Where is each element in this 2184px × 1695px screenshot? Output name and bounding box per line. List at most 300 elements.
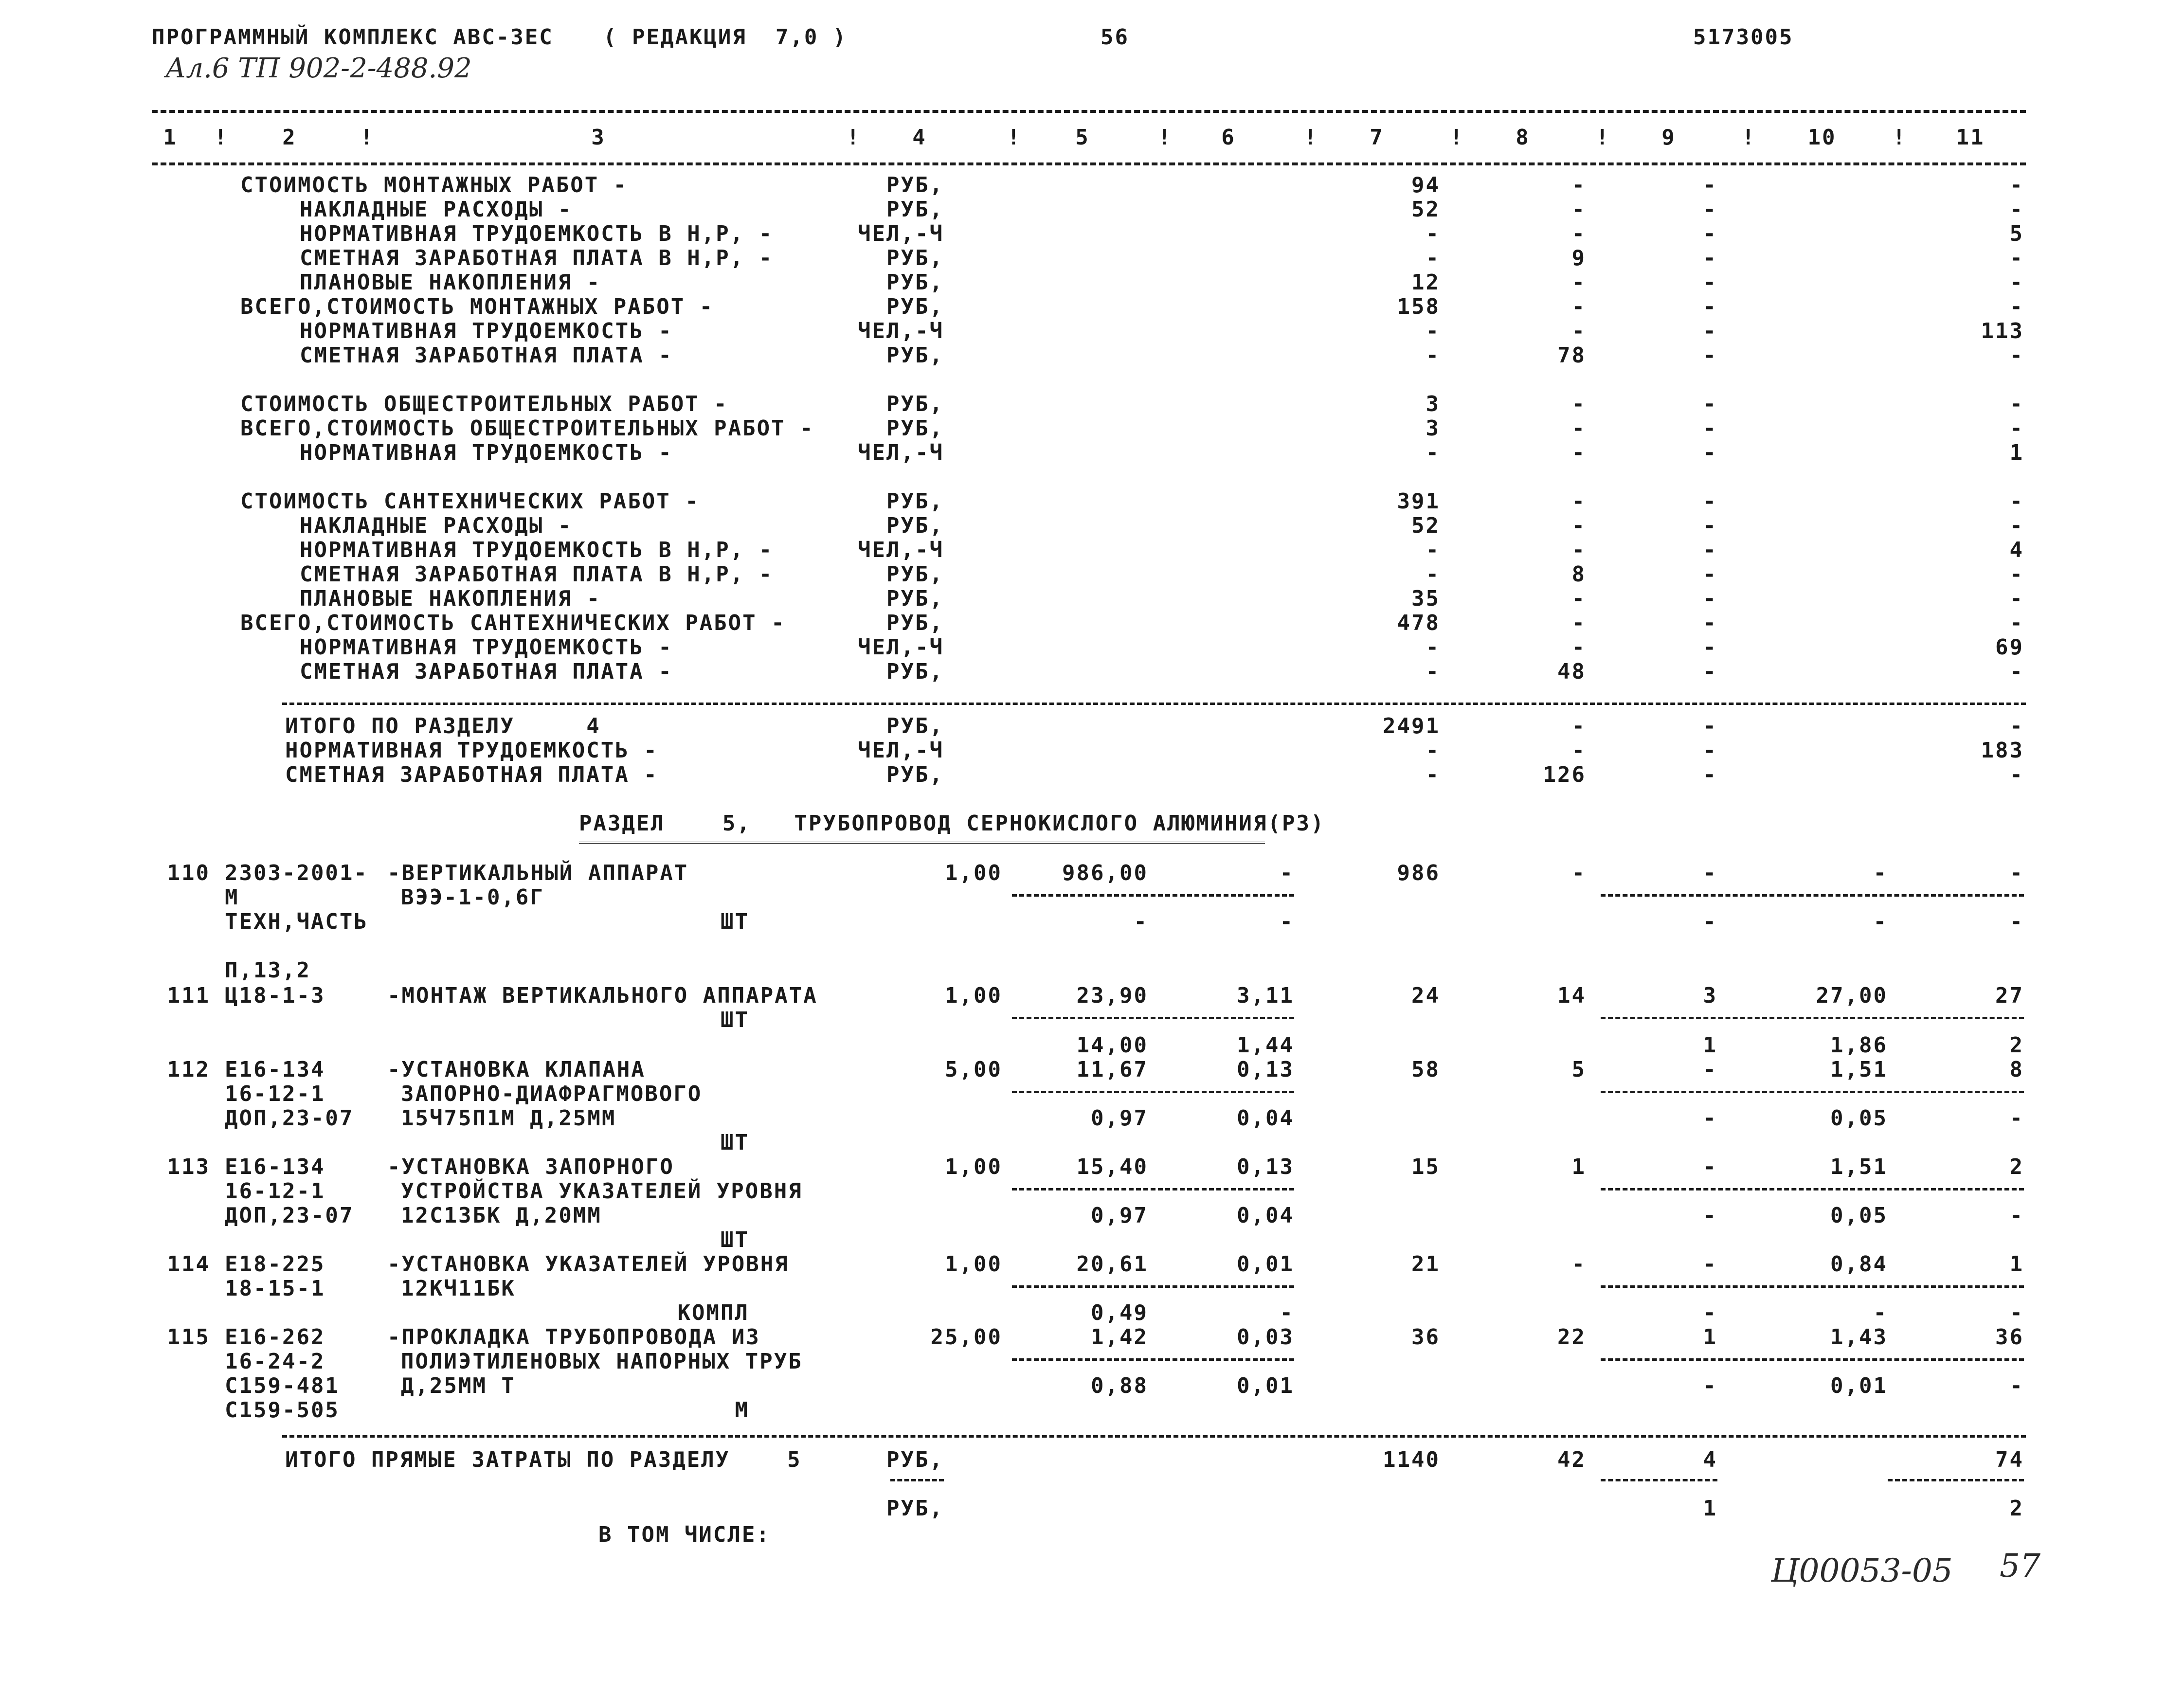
- section5-total-rule: [282, 1435, 2026, 1438]
- item-sub-rule: [1601, 1017, 2024, 1019]
- summary-label: СТОИМОСТЬ ОБЩЕСТРОИТЕЛЬНЫХ РАБОТ -: [240, 392, 728, 416]
- section4-total-rule: [282, 703, 2026, 705]
- item-sub-rule: [1601, 1358, 2024, 1361]
- item-col8: -: [1571, 1252, 1586, 1277]
- item-col10-sub: 0,05: [1830, 1106, 1888, 1131]
- summary-col8: -: [1571, 392, 1586, 416]
- item-number: 115: [167, 1325, 210, 1350]
- column-number: 9: [1661, 125, 1676, 150]
- item-col6-sub: 0,01: [1237, 1373, 1294, 1398]
- summary-col7: 52: [1411, 197, 1440, 222]
- summary-col9: -: [1703, 270, 1717, 295]
- summary-label: ВСЕГО,СТОИМОСТЬ САНТЕХНИЧЕСКИХ РАБОТ -: [240, 611, 786, 635]
- summary-col9: -: [1703, 246, 1717, 270]
- summary-unit: РУБ,: [886, 586, 944, 611]
- summary-col7: -: [1426, 440, 1440, 465]
- item-col5: 20,61: [1076, 1252, 1148, 1277]
- item-name: -УСТАНОВКА КЛАПАНА: [387, 1057, 646, 1082]
- item-col10-sub: 0,01: [1830, 1373, 1888, 1398]
- item-sub-rule: [1012, 1358, 1294, 1361]
- summary-unit: РУБ,: [886, 416, 944, 441]
- summary-col8: -: [1571, 586, 1586, 611]
- summary-col11: -: [2009, 343, 2024, 368]
- summary-col7: -: [1426, 538, 1440, 562]
- item-number: 111: [167, 983, 210, 1008]
- summary-col7: 52: [1411, 513, 1440, 538]
- item-code: С159-505: [225, 1398, 340, 1423]
- item-name: 15Ч75П1М Д,25ММ: [401, 1106, 616, 1131]
- summary-col7: -: [1426, 635, 1440, 660]
- summary-col9: -: [1703, 513, 1717, 538]
- item-col7: 24: [1411, 983, 1440, 1008]
- summary-col8: 48: [1557, 659, 1586, 684]
- column-number: 5: [1075, 125, 1090, 150]
- summary-unit: ЧЕЛ,-Ч: [858, 440, 944, 465]
- summary-col9: -: [1703, 659, 1717, 684]
- item-unit: ШТ: [721, 1130, 749, 1155]
- item-number: 112: [167, 1057, 210, 1082]
- item-col8: 5: [1571, 1057, 1586, 1082]
- summary-col8: -: [1571, 513, 1586, 538]
- summary-col11: 5: [2009, 221, 2024, 246]
- section5-total-col9: 4: [1703, 1447, 1717, 1472]
- summary-col11: 4: [2009, 538, 2024, 562]
- item-qty: 5,00: [945, 1057, 1002, 1082]
- item-col6: 0,03: [1237, 1325, 1294, 1350]
- column-number: 10: [1807, 125, 1837, 150]
- item-col10: 1,51: [1830, 1154, 1888, 1179]
- total-unit: ЧЕЛ,-Ч: [858, 738, 944, 763]
- item-col6-sub: 1,44: [1237, 1033, 1294, 1058]
- item-name: -ПРОКЛАДКА ТРУБОПРОВОДА ИЗ: [387, 1325, 760, 1350]
- column-separator: !: [1596, 125, 1610, 150]
- item-col8: 22: [1557, 1325, 1586, 1350]
- item-name: Д,25ММ Т: [401, 1373, 516, 1398]
- item-name: -МОНТАЖ ВЕРТИКАЛЬНОГО АППАРАТА: [387, 983, 818, 1008]
- column-number: 8: [1516, 125, 1530, 150]
- column-number: 7: [1370, 125, 1384, 150]
- summary-unit: РУБ,: [886, 343, 944, 368]
- item-col6: 0,13: [1237, 1057, 1294, 1082]
- summary-col8: 9: [1571, 246, 1586, 270]
- summary-label: СМЕТНАЯ ЗАРАБОТНАЯ ПЛАТА В Н,Р, -: [300, 246, 774, 270]
- section5-total-label: ИТОГО ПРЯМЫЕ ЗАТРАТЫ ПО РАЗДЕЛУ 5: [285, 1447, 802, 1472]
- item-qty: 1,00: [945, 1154, 1002, 1179]
- item-unit: ШТ: [721, 909, 749, 934]
- item-col5: 986,00: [1062, 861, 1148, 885]
- item-sub-rule: [1601, 1285, 2024, 1288]
- item-name: ЗАПОРНО-ДИАФРАГМОВОГО: [401, 1082, 703, 1106]
- item-qty: 1,00: [945, 983, 1002, 1008]
- item-sub-rule: [1601, 1188, 2024, 1190]
- item-col6-sub: -: [1280, 1300, 1294, 1325]
- summary-label: НОРМАТИВНАЯ ТРУДОЕМКОСТЬ -: [300, 440, 673, 465]
- item-col6: 0,01: [1237, 1252, 1294, 1277]
- section5-total-col9-sub: 1: [1703, 1496, 1717, 1521]
- item-col5-sub: 0,97: [1091, 1203, 1148, 1228]
- summary-col9: -: [1703, 197, 1717, 222]
- column-number: 4: [912, 125, 927, 150]
- summary-col11: -: [2009, 197, 2024, 222]
- summary-unit: РУБ,: [886, 197, 944, 222]
- summary-col9: -: [1703, 586, 1717, 611]
- summary-col8: -: [1571, 635, 1586, 660]
- summary-unit: РУБ,: [886, 392, 944, 416]
- item-name: ПОЛИЭТИЛЕНОВЫХ НАПОРНЫХ ТРУБ: [401, 1349, 803, 1374]
- summary-col7: -: [1426, 659, 1440, 684]
- item-col6: -: [1280, 861, 1294, 885]
- summary-col9: -: [1703, 611, 1717, 635]
- item-code: С159-481: [225, 1373, 340, 1398]
- column-number: 6: [1221, 125, 1236, 150]
- summary-col8: 8: [1571, 562, 1586, 587]
- item-col8: -: [1571, 861, 1586, 885]
- item-col11-sub: 2: [2009, 1033, 2024, 1058]
- summary-col7: 12: [1411, 270, 1440, 295]
- item-col7: 36: [1411, 1325, 1440, 1350]
- summary-col9: -: [1703, 440, 1717, 465]
- item-code: 16-12-1: [225, 1179, 325, 1204]
- column-separator: !: [847, 125, 861, 150]
- summary-col9: -: [1703, 416, 1717, 441]
- summary-label: СТОИМОСТЬ МОНТАЖНЫХ РАБОТ -: [240, 173, 628, 198]
- item-col7: 21: [1411, 1252, 1440, 1277]
- column-number: 3: [591, 125, 606, 150]
- total-col9: -: [1703, 714, 1717, 739]
- item-unit: КОМПЛ: [677, 1300, 749, 1325]
- item-col11-sub: -: [2009, 1300, 2024, 1325]
- item-col7: 986: [1397, 861, 1440, 885]
- item-col11-sub: -: [2009, 1203, 2024, 1228]
- summary-col8: -: [1571, 270, 1586, 295]
- summary-col7: 3: [1426, 392, 1440, 416]
- item-code: Ц18-1-3: [225, 983, 325, 1008]
- summary-col8: -: [1571, 416, 1586, 441]
- item-sub-rule: [1012, 1091, 1294, 1093]
- summary-col11: -: [2009, 270, 2024, 295]
- summary-label: НАКЛАДНЫЕ РАСХОДЫ -: [300, 197, 573, 222]
- item-name: -УСТАНОВКА УКАЗАТЕЛЕЙ УРОВНЯ: [387, 1252, 789, 1277]
- item-col11: 2: [2009, 1154, 2024, 1179]
- total-col8: -: [1571, 738, 1586, 763]
- summary-label: СТОИМОСТЬ САНТЕХНИЧЕСКИХ РАБОТ -: [240, 489, 700, 514]
- item-col9: -: [1703, 1252, 1717, 1277]
- header-top-rule: [152, 110, 2026, 113]
- item-col9-sub: -: [1703, 909, 1717, 934]
- section5-total-sub-rule: [1601, 1479, 1717, 1481]
- summary-col11: 69: [1995, 635, 2024, 660]
- item-sub-rule: [1012, 894, 1294, 897]
- item-col9-sub: 1: [1703, 1033, 1717, 1058]
- summary-unit: РУБ,: [886, 270, 944, 295]
- summary-col11: -: [2009, 392, 2024, 416]
- item-code: М: [225, 885, 239, 910]
- summary-col9: -: [1703, 562, 1717, 587]
- summary-col8: -: [1571, 221, 1586, 246]
- summary-col11: -: [2009, 489, 2024, 514]
- item-col6: 0,13: [1237, 1154, 1294, 1179]
- summary-col11: -: [2009, 659, 2024, 684]
- summary-col11: -: [2009, 611, 2024, 635]
- item-col6: 3,11: [1237, 983, 1294, 1008]
- item-code: Е16-134: [225, 1154, 325, 1179]
- summary-col7: 478: [1397, 611, 1440, 635]
- item-col9-sub: -: [1703, 1106, 1717, 1131]
- summary-col8: -: [1571, 440, 1586, 465]
- summary-col7: 158: [1397, 294, 1440, 319]
- summary-col9: -: [1703, 392, 1717, 416]
- total-col9: -: [1703, 762, 1717, 787]
- total-col7: -: [1426, 762, 1440, 787]
- item-col10: 0,84: [1830, 1252, 1888, 1277]
- summary-col8: -: [1571, 173, 1586, 198]
- item-number: 114: [167, 1252, 210, 1277]
- item-col9: 3: [1703, 983, 1717, 1008]
- summary-label: НОРМАТИВНАЯ ТРУДОЕМКОСТЬ -: [300, 635, 673, 660]
- total-col7: 2491: [1383, 714, 1440, 739]
- item-col11-sub: -: [2009, 1373, 2024, 1398]
- summary-unit: ЧЕЛ,-Ч: [858, 319, 944, 343]
- section5-total-col8: 42: [1557, 1447, 1586, 1472]
- summary-unit: РУБ,: [886, 173, 944, 198]
- item-col11: 8: [2009, 1057, 2024, 1082]
- total-label: НОРМАТИВНАЯ ТРУДОЕМКОСТЬ -: [285, 738, 658, 763]
- total-label: ИТОГО ПО РАЗДЕЛУ 4: [285, 714, 601, 739]
- item-col9-sub: -: [1703, 1203, 1717, 1228]
- summary-unit: РУБ,: [886, 246, 944, 270]
- section5-including-label: В ТОМ ЧИСЛЕ:: [598, 1522, 771, 1547]
- total-col11: -: [2009, 762, 2024, 787]
- summary-col8: -: [1571, 611, 1586, 635]
- section5-total-col11-sub: 2: [2009, 1496, 2024, 1521]
- column-separator: !: [1007, 125, 1022, 150]
- item-col6-sub: 0,04: [1237, 1106, 1294, 1131]
- item-sub-rule: [1012, 1285, 1294, 1288]
- item-code: 16-24-2: [225, 1349, 325, 1374]
- summary-col11: -: [2009, 513, 2024, 538]
- total-unit: РУБ,: [886, 714, 944, 739]
- summary-col7: 94: [1411, 173, 1440, 198]
- summary-label: НОРМАТИВНАЯ ТРУДОЕМКОСТЬ В Н,Р, -: [300, 221, 774, 246]
- item-sub-rule: [1601, 1091, 2024, 1093]
- item-code: ДОП,23-07: [225, 1106, 354, 1131]
- column-number: 2: [282, 125, 297, 150]
- total-col11: 183: [1981, 738, 2024, 763]
- summary-unit: РУБ,: [886, 489, 944, 514]
- summary-label: НАКЛАДНЫЕ РАСХОДЫ -: [300, 513, 573, 538]
- summary-col9: -: [1703, 343, 1717, 368]
- summary-col7: -: [1426, 246, 1440, 270]
- program-name: ПРОГРАММНЫЙ КОМПЛЕКС АВС-ЗЕС: [152, 25, 554, 50]
- section5-total-unit: РУБ,: [886, 1447, 944, 1472]
- column-separator: !: [1742, 125, 1756, 150]
- section5-title-underline: [579, 842, 1265, 847]
- item-col8: 1: [1571, 1154, 1586, 1179]
- item-col5-sub: 0,88: [1091, 1373, 1148, 1398]
- item-sub-rule: [1601, 894, 2024, 897]
- item-col10: 27,00: [1816, 983, 1888, 1008]
- program-edition: ( РЕДАКЦИЯ 7,0 ): [603, 25, 848, 50]
- summary-col8: -: [1571, 538, 1586, 562]
- summary-col9: -: [1703, 173, 1717, 198]
- summary-col9: -: [1703, 294, 1717, 319]
- summary-unit: РУБ,: [886, 562, 944, 587]
- item-col10: -: [1873, 861, 1888, 885]
- item-col10-sub: 1,86: [1830, 1033, 1888, 1058]
- summary-unit: РУБ,: [886, 294, 944, 319]
- total-col9: -: [1703, 738, 1717, 763]
- summary-unit: РУБ,: [886, 513, 944, 538]
- summary-label: НОРМАТИВНАЯ ТРУДОЕМКОСТЬ -: [300, 319, 673, 343]
- item-code: 18-15-1: [225, 1276, 325, 1301]
- summary-label: СМЕТНАЯ ЗАРАБОТНАЯ ПЛАТА В Н,Р, -: [300, 562, 774, 587]
- item-col10-sub: 0,05: [1830, 1203, 1888, 1228]
- item-unit: ШТ: [721, 1227, 749, 1252]
- item-qty: 1,00: [945, 1252, 1002, 1277]
- item-col9: -: [1703, 1154, 1717, 1179]
- item-col7: 58: [1411, 1057, 1440, 1082]
- column-separator: !: [214, 125, 229, 150]
- section5-total-col7: 1140: [1383, 1447, 1440, 1472]
- item-col9: 1: [1703, 1325, 1717, 1350]
- summary-col11: -: [2009, 246, 2024, 270]
- summary-col7: 3: [1426, 416, 1440, 441]
- item-col5-sub: -: [1134, 909, 1148, 934]
- item-col11-sub: -: [2009, 909, 2024, 934]
- item-col10: 1,51: [1830, 1057, 1888, 1082]
- item-col11: 36: [1995, 1325, 2024, 1350]
- document-code: 5173005: [1693, 25, 1794, 50]
- summary-label: ВСЕГО,СТОИМОСТЬ МОНТАЖНЫХ РАБОТ -: [240, 294, 714, 319]
- page-number: 56: [1101, 25, 1129, 50]
- summary-label: СМЕТНАЯ ЗАРАБОТНАЯ ПЛАТА -: [300, 659, 673, 684]
- item-code: 16-12-1: [225, 1082, 325, 1106]
- item-code: Е16-262: [225, 1325, 325, 1350]
- item-col10: 1,43: [1830, 1325, 1888, 1350]
- item-col9: -: [1703, 1057, 1717, 1082]
- column-separator: !: [1450, 125, 1464, 150]
- item-col7: 15: [1411, 1154, 1440, 1179]
- item-col10-sub: -: [1873, 909, 1888, 934]
- item-number: 113: [167, 1154, 210, 1179]
- item-name: УСТРОЙСТВА УКАЗАТЕЛЕЙ УРОВНЯ: [401, 1179, 803, 1204]
- summary-col9: -: [1703, 221, 1717, 246]
- item-name: 12С13БК Д,20ММ: [401, 1203, 602, 1228]
- summary-col8: -: [1571, 319, 1586, 343]
- item-code: 2303-2001-: [225, 861, 368, 885]
- item-col5: 11,67: [1076, 1057, 1148, 1082]
- item-col6-sub: -: [1280, 909, 1294, 934]
- item-col5: 23,90: [1076, 983, 1148, 1008]
- summary-col11: -: [2009, 173, 2024, 198]
- item-sub-rule: [1012, 1017, 1294, 1019]
- summary-label: СМЕТНАЯ ЗАРАБОТНАЯ ПЛАТА -: [300, 343, 673, 368]
- item-name: -ВЕРТИКАЛЬНЫЙ АППАРАТ: [387, 861, 689, 885]
- item-code: ДОП,23-07: [225, 1203, 354, 1228]
- column-separator: !: [360, 125, 375, 150]
- item-col11-sub: -: [2009, 1106, 2024, 1131]
- column-number: 11: [1956, 125, 1985, 150]
- item-col6-sub: 0,04: [1237, 1203, 1294, 1228]
- item-col9: -: [1703, 861, 1717, 885]
- item-number: 110: [167, 861, 210, 885]
- total-col7: -: [1426, 738, 1440, 763]
- item-col11: 1: [2009, 1252, 2024, 1277]
- item-sub-rule: [1012, 1188, 1294, 1190]
- summary-unit: РУБ,: [886, 611, 944, 635]
- header-bottom-rule: [152, 162, 2026, 165]
- summary-col7: -: [1426, 221, 1440, 246]
- summary-unit: РУБ,: [886, 659, 944, 684]
- item-col5-sub: 14,00: [1076, 1033, 1148, 1058]
- item-qty: 25,00: [930, 1325, 1002, 1350]
- total-col8: 126: [1543, 762, 1586, 787]
- item-name: -УСТАНОВКА ЗАПОРНОГО: [387, 1154, 674, 1179]
- summary-col7: -: [1426, 343, 1440, 368]
- section5-total-sub-rule: [1888, 1479, 2024, 1481]
- item-col9-sub: -: [1703, 1300, 1717, 1325]
- summary-col7: -: [1426, 562, 1440, 587]
- album-handwritten: Ал.6 ТП 902-2-488.92: [165, 53, 472, 84]
- summary-col11: -: [2009, 416, 2024, 441]
- item-unit: М: [735, 1398, 749, 1423]
- item-name: ВЭЭ-1-0,6Г: [401, 885, 544, 910]
- total-col11: -: [2009, 714, 2024, 739]
- item-col5-sub: 0,49: [1091, 1300, 1148, 1325]
- summary-col8: -: [1571, 197, 1586, 222]
- summary-col11: 1: [2009, 440, 2024, 465]
- summary-label: ПЛАНОВЫЕ НАКОПЛЕНИЯ -: [300, 586, 601, 611]
- summary-col8: 78: [1557, 343, 1586, 368]
- item-col11: -: [2009, 861, 2024, 885]
- total-unit: РУБ,: [886, 762, 944, 787]
- total-col8: -: [1571, 714, 1586, 739]
- item-col10-sub: -: [1873, 1300, 1888, 1325]
- summary-col8: -: [1571, 294, 1586, 319]
- section5-title: РАЗДЕЛ 5, ТРУБОПРОВОД СЕРНОКИСЛОГО АЛЮМИНИЯ(РЗ): [579, 811, 1325, 836]
- summary-col7: 35: [1411, 586, 1440, 611]
- summary-col9: -: [1703, 538, 1717, 562]
- item-name: 12КЧ11БК: [401, 1276, 516, 1301]
- summary-unit: ЧЕЛ,-Ч: [858, 538, 944, 562]
- section5-total-unit2: РУБ,: [886, 1496, 944, 1521]
- column-number: 1: [163, 125, 178, 150]
- stamp-number: Ц00053-05: [1771, 1552, 1953, 1589]
- summary-col9: -: [1703, 635, 1717, 660]
- summary-label: ПЛАНОВЫЕ НАКОПЛЕНИЯ -: [300, 270, 601, 295]
- summary-col9: -: [1703, 489, 1717, 514]
- item-qty: 1,00: [945, 861, 1002, 885]
- item-col5: 1,42: [1091, 1325, 1148, 1350]
- summary-unit: ЧЕЛ,-Ч: [858, 635, 944, 660]
- item-col5-sub: 0,97: [1091, 1106, 1148, 1131]
- summary-col11: -: [2009, 586, 2024, 611]
- sheet-number: 57: [2000, 1547, 2040, 1585]
- item-col9-sub: -: [1703, 1373, 1717, 1398]
- item-unit: ШТ: [721, 1008, 749, 1032]
- summary-label: ВСЕГО,СТОИМОСТЬ ОБЩЕСТРОИТЕЛЬНЫХ РАБОТ -: [240, 416, 814, 441]
- summary-col8: -: [1571, 489, 1586, 514]
- summary-col11: 113: [1981, 319, 2024, 343]
- section5-total-col11: 74: [1995, 1447, 2024, 1472]
- column-separator: !: [1893, 125, 1907, 150]
- item-code: Е18-225: [225, 1252, 325, 1277]
- column-separator: !: [1158, 125, 1173, 150]
- summary-col7: 391: [1397, 489, 1440, 514]
- summary-label: НОРМАТИВНАЯ ТРУДОЕМКОСТЬ В Н,Р, -: [300, 538, 774, 562]
- item-code: ТЕХН,ЧАСТЬ: [225, 909, 368, 934]
- summary-col11: -: [2009, 562, 2024, 587]
